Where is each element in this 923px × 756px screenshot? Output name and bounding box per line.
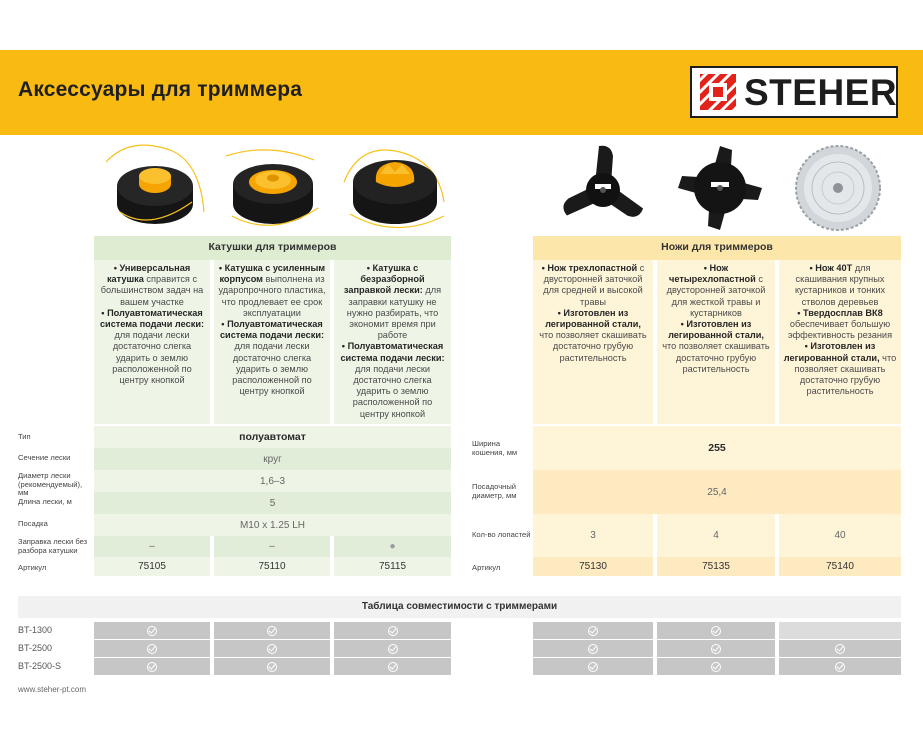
desc-line: • Изготовлен из легированной стали, что позволяет скашивать достаточно грубую растительность [539, 307, 647, 363]
article-75140: 75140 [779, 557, 901, 576]
blade-desc-75135 [657, 260, 775, 424]
spool-desc-75115 [334, 260, 451, 424]
compat-header [18, 596, 901, 618]
spec-label-blade-count: Кол-во лопастей [472, 530, 531, 539]
spec-label-article: Артикул [18, 563, 47, 572]
check-circle-icon [147, 644, 157, 654]
compat-cell [533, 658, 653, 675]
spec-type-value: полуавтомат [94, 426, 451, 448]
compat-cell [533, 640, 653, 657]
blade-image-75130 [548, 142, 658, 234]
compat-cell [94, 640, 210, 657]
check-circle-icon [711, 644, 721, 654]
spec-section-value: круг [94, 448, 451, 470]
spec-length-value: 5 [94, 492, 451, 514]
compat-cell [779, 658, 901, 675]
spools-section-header [94, 236, 451, 260]
compat-cell [779, 622, 901, 639]
blade-desc-75140 [779, 260, 901, 424]
spec-refill-75110: – [214, 536, 330, 557]
check-circle-icon [147, 626, 157, 636]
spec-label-refill: Заправка лески без разбора катушки [18, 537, 88, 555]
check-circle-icon [267, 662, 277, 672]
desc-line: • Катушка с безразборной заправкой лески: для заправки катушку не нужно разбирать, что экономит время при работе [343, 263, 442, 341]
check-circle-icon [388, 662, 398, 672]
spec-mount-diameter-value: 25,4 [533, 470, 901, 514]
desc-line: • Нож четырехлопастной с двусторонней заточкой для жесткой травы и кустарников [666, 263, 766, 318]
check-circle-icon [711, 662, 721, 672]
spool-image-75105 [100, 142, 210, 236]
compat-cell [214, 640, 330, 657]
compat-cell [334, 622, 451, 639]
blade-image-75140 [786, 142, 890, 234]
footer-url: www.steher-pt.com [18, 685, 87, 694]
desc-line: • Полуавтоматическая система подачи лески: для подачи лески достаточно слегка ударить о землю расположенной по центру кнопкой [340, 341, 445, 419]
compat-model-label: BT-1300 [18, 625, 53, 635]
compat-cell [334, 640, 451, 657]
check-circle-icon [267, 626, 277, 636]
compat-cell [334, 658, 451, 675]
article-75130: 75130 [533, 557, 653, 576]
brand-mark-icon [700, 74, 736, 110]
spec-mount-value: M10 x 1.25 LH [94, 514, 451, 536]
spec-label-type: Тип [18, 432, 31, 441]
blades-section-header [533, 236, 901, 260]
desc-line: • Универсальная катушка справится с большинством задач на вашем участке [100, 263, 204, 307]
check-circle-icon [388, 626, 398, 636]
article-75115: 75115 [334, 557, 451, 576]
compat-model-label: BT-2500-S [18, 661, 62, 671]
brand-name: STEHER [744, 71, 898, 113]
spool-image-75115 [340, 142, 450, 236]
blade-image-75135 [664, 142, 776, 234]
desc-line: • Полуавтоматическая система подачи лески: для подачи лески достаточно слегка ударить о землю расположенной по центру кнопкой [99, 307, 205, 386]
blade-count-75140: 40 [779, 514, 901, 557]
compat-cell [214, 622, 330, 639]
spec-label-blade-article: Артикул [472, 563, 501, 572]
compat-model-label: BT-2500 [18, 643, 53, 653]
spec-label-section: Сечение лески [18, 453, 71, 462]
compat-cell [533, 622, 653, 639]
spec-refill-75115: ● [334, 536, 451, 557]
article-75110: 75110 [214, 557, 330, 576]
desc-line: • Изготовлен из легированной стали, что позволяет скашивать достаточно грубую растительность [662, 319, 770, 374]
spec-label-width: Ширина кошения, мм [472, 439, 518, 457]
desc-line: • Полуавтоматическая система подачи лески: для подачи лески достаточно слегка ударить о землю расположенной по центру кнопкой [219, 319, 325, 397]
compat-cell [657, 622, 775, 639]
check-circle-icon [588, 626, 598, 636]
compat-cell [657, 640, 775, 657]
article-75105: 75105 [94, 557, 210, 576]
desc-line: • Катушка с усиленным корпусом выполнена из ударопрочного пластика, что продлевает ее срок эксплуатации [218, 263, 326, 318]
spec-label-mount-diameter: Посадочный диаметр, мм [472, 482, 517, 500]
check-circle-icon [835, 662, 845, 672]
blade-desc-75130 [533, 260, 653, 424]
spec-label-mount: Посадка [18, 519, 48, 528]
spec-diameter-value: 1,6–3 [94, 470, 451, 492]
spec-width-value: 255 [533, 426, 901, 470]
compat-cell [657, 658, 775, 675]
check-circle-icon [267, 644, 277, 654]
brand-logo [690, 66, 898, 118]
blade-count-75135: 4 [657, 514, 775, 557]
blade-count-75130: 3 [533, 514, 653, 557]
compat-cell [779, 640, 901, 657]
spec-label-length: Длина лески, м [18, 497, 72, 506]
compat-cell [94, 658, 210, 675]
desc-line: • Изготовлен из легированной стали, что позволяет скашивать достаточно грубую растительность [783, 341, 897, 397]
compat-cell [94, 622, 210, 639]
desc-line: • Твердосплав ВК8 обеспечивает большую эффективность резания [787, 307, 893, 341]
desc-line: • Нож трехлопастной с двусторонней заточкой для средней и высокой травы [541, 263, 645, 307]
spool-desc-75105 [94, 260, 210, 424]
check-circle-icon [147, 662, 157, 672]
desc-line: • Нож 40Т для скашивания крупных кустарников и тонких стволов деревьев [794, 263, 886, 307]
spool-image-75110 [218, 142, 328, 236]
compat-cell [214, 658, 330, 675]
page-title: Аксессуары для триммера [18, 78, 303, 101]
spools-section-title: Катушки для триммеров [208, 241, 337, 253]
check-circle-icon [711, 626, 721, 636]
check-circle-icon [388, 644, 398, 654]
article-75135: 75135 [657, 557, 775, 576]
spec-label-diameter: Диаметр лески (рекомендуемый), мм [18, 471, 83, 498]
compat-title: Таблица совместимости с триммерами [361, 601, 558, 612]
spec-refill-75105: – [94, 536, 210, 557]
check-circle-icon [835, 644, 845, 654]
blades-section-title: Ножи для триммеров [661, 241, 773, 253]
spool-desc-75110 [214, 260, 330, 424]
check-circle-icon [588, 644, 598, 654]
check-circle-icon [588, 662, 598, 672]
